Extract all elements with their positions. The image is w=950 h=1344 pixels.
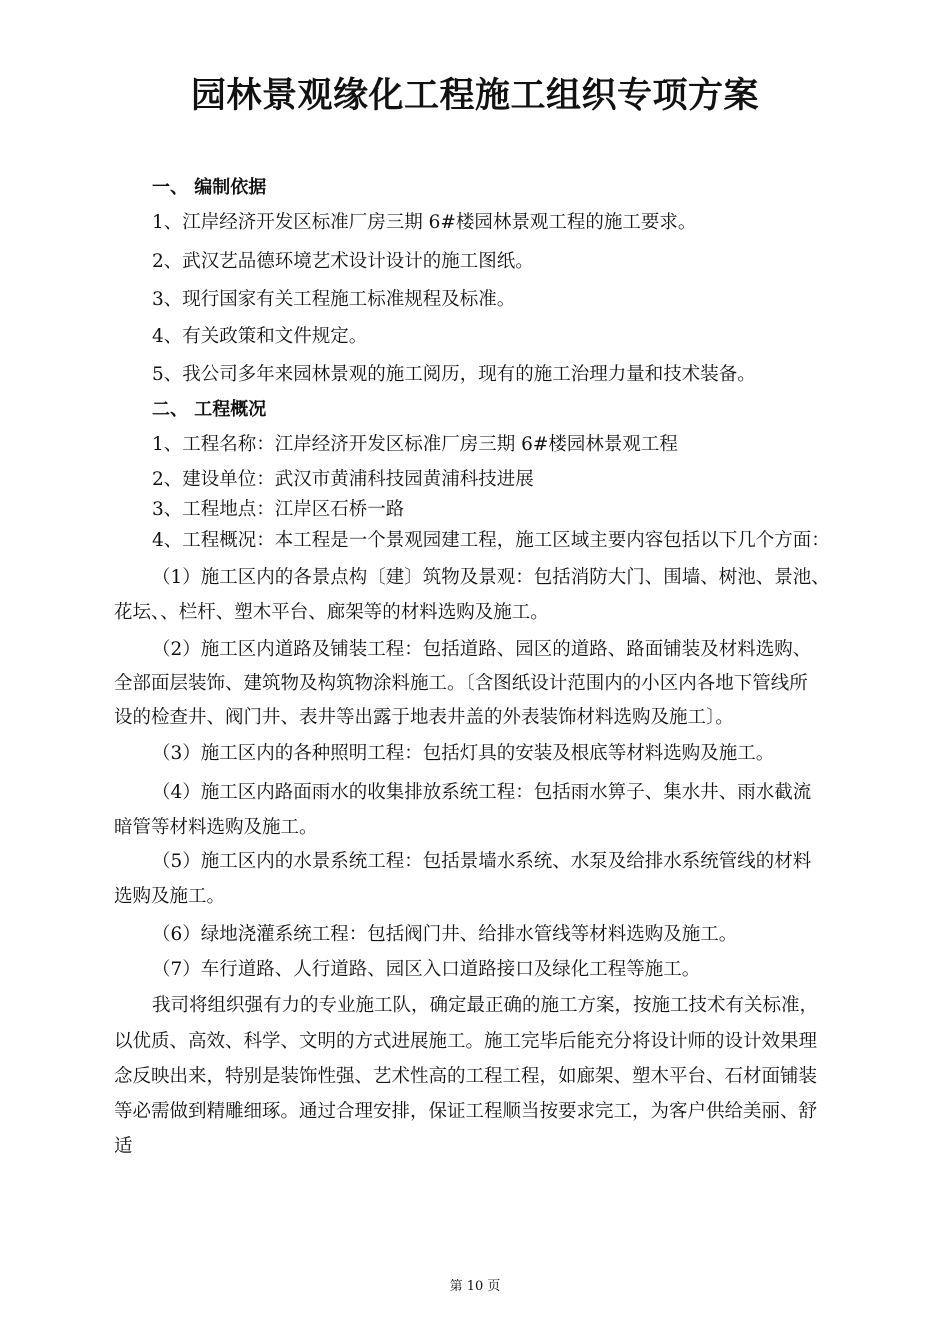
scope-4-line-1: （4）施工区内路面雨水的收集排放系统工程：包括雨水箅子、集水井、雨水截流: [152, 782, 812, 803]
scope-7-line-1: （7）车行道路、人行道路、园区入口道路接口及绿化工程等施工。: [152, 959, 701, 980]
basis-item-4: 4、有关政策和文件规定。: [152, 326, 368, 347]
summary-line-4: 等必需做到精雕细琢。通过合理安排，保证工程顺当按要求完工，为客户供给美丽、舒: [114, 1101, 818, 1122]
scope-1-line-1: （1）施工区内的各景点构〔建〕筑物及景观：包括消防大门、围墙、树池、景池、: [152, 567, 830, 588]
scope-6-line-1: （6）绿地浇灌系统工程：包括阀门井、给排水管线等材料选购及施工。: [152, 924, 738, 945]
page-number: 第 10 页: [449, 1279, 501, 1294]
basis-item-3: 3、现行国家有关工程施工标准规程及标准。: [152, 289, 516, 310]
summary-line-2: 以优质、高效、科学、文明的方式进展施工。施工完毕后能充分将设计师的设计效果理: [114, 1031, 818, 1052]
scope-2-line-3: 设的检查井、阀门井、表井等出露于地表井盖的外表装饰材料选购及施工〕。: [114, 707, 734, 728]
basis-item-1: 1、江岸经济开发区标准厂房三期 6#楼园林景观工程的施工要求。: [152, 212, 697, 233]
section-heading-2: 二、 工程概况: [152, 399, 267, 420]
scope-3-line-1: （3）施工区内的各种照明工程：包括灯具的安装及根底等材料选购及施工。: [152, 743, 775, 764]
overview-item-3: 3、工程地点：江岸区石桥一路: [152, 499, 405, 520]
basis-item-2: 2、武汉艺品德环境艺术设计设计的施工图纸。: [152, 251, 534, 272]
scope-1-line-2: 花坛、、栏杆、塑木平台、廊架等的材料选购及施工。: [114, 602, 549, 623]
basis-item-5: 5、我公司多年来园林景观的施工阅历，现有的施工治理力量和技术装备。: [152, 364, 756, 385]
overview-item-1: 1、工程名称：江岸经济开发区标准厂房三期 6#楼园林景观工程: [152, 434, 678, 455]
scope-5-line-2: 选购及施工。: [114, 886, 226, 907]
scope-5-line-1: （5）施工区内的水景系统工程：包括景墙水系统、水泵及给排水系统管线的材料: [152, 851, 812, 872]
summary-line-5: 适: [114, 1136, 133, 1157]
section-heading-1: 一、 编制依据: [152, 177, 267, 198]
overview-item-4: 4、工程概况：本工程是一个景观园建工程，施工区域主要内容包括以下几个方面：: [152, 530, 830, 551]
scope-4-line-2: 暗管等材料选购及施工。: [114, 817, 318, 838]
scope-2-line-1: （2）施工区内道路及铺装工程：包括道路、园区的道路、路面铺装及材料选购、: [152, 639, 812, 660]
scope-2-line-2: 全部面层装饰、建筑物及构筑物涂料施工。〔含图纸设计范围内的小区内各地下管线所: [114, 673, 808, 694]
document-title: 园林景观缘化工程施工组织专项方案: [190, 76, 759, 116]
summary-line-3: 念反映出来，特别是装饰性强、艺术性高的工程工程，如廊架、塑木平台、石材面铺装: [114, 1066, 818, 1087]
overview-item-2: 2、建设单位：武汉市黄浦科技园黄浦科技进展: [152, 469, 534, 490]
summary-line-1: 我司将组织强有力的专业施工队，确定最正确的施工方案，按施工技术有关标准，: [152, 995, 819, 1016]
